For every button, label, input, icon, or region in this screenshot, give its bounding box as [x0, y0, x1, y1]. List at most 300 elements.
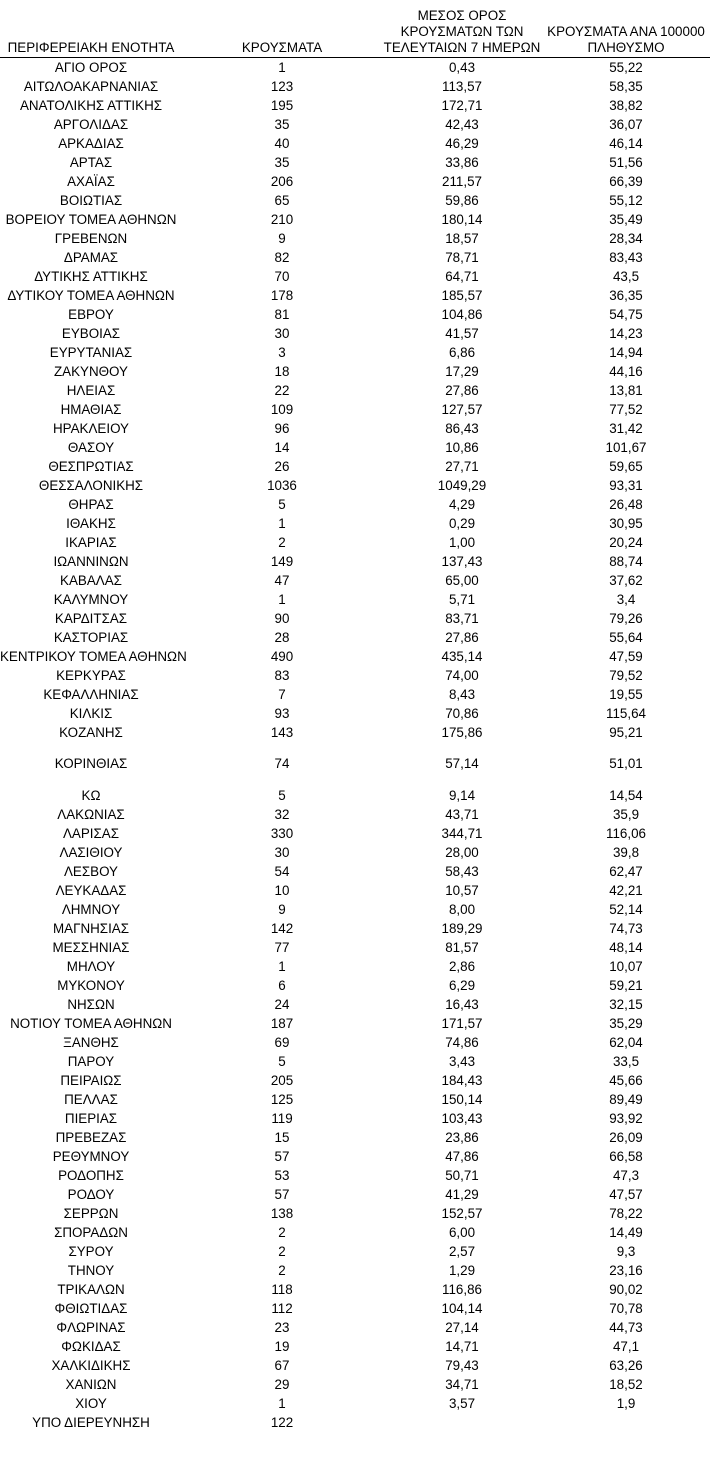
cell-cases: 142 — [270, 921, 294, 936]
table-row — [0, 305, 710, 324]
cell-per-100k: 74,73 — [609, 921, 643, 936]
cell-cases: 1 — [278, 959, 286, 974]
cell-avg-7days: 2,57 — [448, 1244, 476, 1259]
cell-cases: 123 — [270, 79, 294, 94]
cell-cases: 30 — [274, 845, 290, 860]
cell-region: ΚΕΡΚΥΡΑΣ — [56, 668, 126, 683]
cell-per-100k: 62,04 — [609, 1035, 643, 1050]
cell-per-100k: 23,16 — [609, 1263, 643, 1278]
cell-region: ΥΠΟ ΔΙΕΡΕΥΝΗΣΗ — [32, 1415, 150, 1430]
cell-region: ΤΗΝΟΥ — [67, 1263, 115, 1278]
cell-avg-7days: 0,43 — [448, 60, 476, 75]
cell-per-100k: 101,67 — [605, 440, 647, 455]
table-row — [0, 153, 710, 172]
cell-cases: 112 — [271, 1301, 293, 1316]
cell-avg-7days — [382, 1413, 542, 1432]
table-row — [0, 1185, 710, 1204]
cell-per-100k: 93,92 — [609, 1111, 643, 1126]
cell-cases: 7 — [278, 687, 286, 702]
table-row — [0, 476, 710, 495]
cell-region: ΛΑΡΙΣΑΣ — [62, 826, 119, 841]
cell-cases: 2 — [278, 1263, 286, 1278]
cell-per-100k: 48,14 — [609, 940, 643, 955]
cell-cases: 57 — [274, 1149, 290, 1164]
cell-per-100k: 36,35 — [609, 288, 643, 303]
cell-cases: 19 — [274, 1339, 290, 1354]
cell-per-100k: 35,9 — [612, 807, 640, 822]
cell-per-100k: 46,14 — [609, 136, 643, 151]
cell-region: ΛΗΜΝΟΥ — [61, 902, 121, 917]
table-row — [0, 229, 710, 248]
table-row — [0, 786, 710, 805]
table-row — [0, 957, 710, 976]
cell-region: ΦΘΙΩΤΙΔΑΣ — [54, 1301, 128, 1316]
cell-per-100k: 79,26 — [609, 611, 643, 626]
table-row — [0, 324, 710, 343]
header-per100k-line2: ΠΛΗΘΥΣΜΟ — [587, 40, 665, 55]
cell-per-100k: 44,73 — [609, 1320, 643, 1335]
cell-avg-7days: 17,29 — [445, 364, 479, 379]
cell-region: ΡΟΔΟΥ — [67, 1187, 115, 1202]
table-row — [0, 666, 710, 685]
cell-region: ΠΑΡΟΥ — [67, 1054, 115, 1069]
table-row — [0, 1109, 710, 1128]
cell-cases: 9 — [278, 231, 286, 246]
table-row — [0, 1147, 710, 1166]
cell-region: ΑΡΓΟΛΙΔΑΣ — [53, 117, 129, 132]
cell-region: ΝΗΣΩΝ — [67, 997, 115, 1012]
table-row — [0, 419, 710, 438]
cell-per-100k: 47,57 — [609, 1187, 643, 1202]
cell-region: ΚΟΖΑΝΗΣ — [59, 725, 123, 740]
header-avg-line2: ΚΡΟΥΣΜΑΤΩΝ ΤΩΝ — [400, 24, 524, 39]
cell-avg-7days: 6,86 — [448, 345, 476, 360]
cell-avg-7days: 78,71 — [445, 250, 479, 265]
table-row — [0, 210, 710, 229]
cell-avg-7days: 150,14 — [441, 1092, 483, 1107]
cell-avg-7days: 70,86 — [445, 706, 479, 721]
cell-avg-7days: 23,86 — [445, 1130, 479, 1145]
cell-cases: 1 — [278, 516, 286, 531]
table-row — [0, 343, 710, 362]
cell-per-100k: 47,59 — [609, 649, 643, 664]
cell-avg-7days: 113,57 — [442, 79, 482, 94]
cell-cases: 24 — [274, 997, 290, 1012]
cell-region: ΠΕΛΛΑΣ — [64, 1092, 118, 1107]
cell-per-100k: 58,35 — [609, 79, 643, 94]
cell-cases: 210 — [270, 212, 294, 227]
table-row — [0, 172, 710, 191]
cell-region: ΡΟΔΟΠΗΣ — [58, 1168, 124, 1183]
cell-avg-7days: 8,00 — [448, 902, 476, 917]
cell-cases: 23 — [274, 1320, 290, 1335]
table-row — [0, 1052, 710, 1071]
table-row — [0, 723, 710, 742]
table-row — [0, 704, 710, 723]
cell-avg-7days: 33,86 — [445, 155, 479, 170]
cell-cases: 490 — [270, 649, 294, 664]
cell-per-100k: 66,58 — [609, 1149, 643, 1164]
cell-cases: 5 — [278, 788, 286, 803]
table-row — [0, 1014, 710, 1033]
cell-avg-7days: 10,57 — [445, 883, 479, 898]
cell-region: ΜΑΓΝΗΣΙΑΣ — [52, 921, 129, 936]
cell-avg-7days: 1,00 — [448, 535, 476, 550]
cell-per-100k: 55,12 — [609, 193, 643, 208]
cell-avg-7days: 59,86 — [445, 193, 479, 208]
cell-region: ΦΩΚΙΔΑΣ — [61, 1339, 121, 1354]
table-body — [0, 58, 710, 1433]
cell-per-100k: 32,15 — [609, 997, 643, 1012]
cell-avg-7days: 189,29 — [441, 921, 483, 936]
cell-per-100k: 59,65 — [609, 459, 643, 474]
cell-avg-7days: 171,57 — [441, 1016, 483, 1031]
cell-region: ΚΑΣΤΟΡΙΑΣ — [53, 630, 129, 645]
cell-avg-7days: 86,43 — [445, 421, 479, 436]
cell-avg-7days: 175,86 — [441, 725, 483, 740]
table-header — [0, 8, 710, 58]
cell-region: ΧΑΝΙΩΝ — [65, 1377, 117, 1392]
cell-cases: 1036 — [267, 478, 297, 493]
cell-per-100k: 59,21 — [609, 978, 643, 993]
cell-cases: 96 — [274, 421, 290, 436]
cell-per-100k: 52,14 — [609, 902, 643, 917]
cell-avg-7days: 27,14 — [445, 1320, 479, 1335]
cell-avg-7days: 27,86 — [445, 383, 479, 398]
table-row — [0, 647, 710, 666]
cell-per-100k: 35,49 — [609, 212, 643, 227]
cell-per-100k: 47,3 — [612, 1168, 640, 1183]
cell-cases: 125 — [270, 1092, 294, 1107]
cell-avg-7days: 185,57 — [441, 288, 483, 303]
cell-cases: 69 — [274, 1035, 290, 1050]
cell-cases: 35 — [274, 155, 290, 170]
cell-avg-7days: 104,14 — [441, 1301, 483, 1316]
cell-avg-7days: 180,14 — [441, 212, 483, 227]
cell-per-100k: 28,34 — [609, 231, 643, 246]
cell-per-100k: 18,52 — [609, 1377, 643, 1392]
cell-avg-7days: 47,86 — [445, 1149, 479, 1164]
cell-per-100k: 14,49 — [609, 1225, 643, 1240]
cell-avg-7days: 3,57 — [448, 1396, 476, 1411]
cell-avg-7days: 137,43 — [441, 554, 483, 569]
cell-avg-7days: 81,57 — [445, 940, 479, 955]
table-row — [0, 457, 710, 476]
table-row — [0, 495, 710, 514]
cell-avg-7days: 1,29 — [448, 1263, 476, 1278]
cell-cases: 330 — [270, 826, 294, 841]
cell-cases: 82 — [274, 250, 290, 265]
table-row — [0, 824, 710, 843]
table-row — [0, 286, 710, 305]
cell-cases: 28 — [274, 630, 290, 645]
cell-region: ΚΑΒΑΛΑΣ — [60, 573, 122, 588]
cell-per-100k: 78,22 — [609, 1206, 643, 1221]
table-row — [0, 571, 710, 590]
table-row — [0, 96, 710, 115]
cell-cases: 6 — [278, 978, 286, 993]
cell-per-100k: 77,52 — [609, 402, 643, 417]
cell-per-100k: 83,43 — [609, 250, 643, 265]
cell-per-100k: 115,64 — [606, 706, 646, 721]
cell-cases: 26 — [274, 459, 290, 474]
cell-cases: 53 — [274, 1168, 290, 1183]
cell-cases: 81 — [274, 307, 290, 322]
cell-per-100k: 13,81 — [609, 383, 643, 398]
cell-cases: 122 — [270, 1415, 294, 1430]
table-row — [0, 1261, 710, 1280]
cell-cases: 15 — [274, 1130, 290, 1145]
table-row — [0, 58, 710, 78]
table-row — [0, 438, 710, 457]
cell-per-100k: 33,5 — [612, 1054, 640, 1069]
cell-cases: 178 — [270, 288, 294, 303]
cell-cases: 10 — [274, 883, 290, 898]
cell-avg-7days: 74,00 — [445, 668, 479, 683]
table-row — [0, 381, 710, 400]
cell-avg-7days: 27,71 — [445, 459, 479, 474]
cell-region: ΠΕΙΡΑΙΩΣ — [60, 1073, 122, 1088]
table-row — [0, 115, 710, 134]
cell-avg-7days: 65,00 — [445, 573, 479, 588]
cell-avg-7days: 41,29 — [445, 1187, 479, 1202]
cell-avg-7days: 184,43 — [441, 1073, 483, 1088]
cell-region: ΚΕΝΤΡΙΚΟΥ ΤΟΜΕΑ ΑΘΗΝΩΝ — [0, 649, 187, 664]
table-row — [0, 1337, 710, 1356]
cell-per-100k: 26,48 — [609, 497, 643, 512]
cell-region: ΠΙΕΡΙΑΣ — [64, 1111, 118, 1126]
table-row — [0, 976, 710, 995]
cell-cases: 47 — [274, 573, 290, 588]
header-cases — [182, 8, 382, 58]
cell-cases: 29 — [274, 1377, 290, 1392]
cell-region: ΛΑΣΙΘΙΟΥ — [59, 845, 123, 860]
table-row — [0, 1280, 710, 1299]
cell-per-100k: 51,56 — [609, 155, 643, 170]
cell-per-100k: 51,01 — [609, 756, 643, 771]
table-row — [0, 267, 710, 286]
cell-avg-7days: 64,71 — [445, 269, 479, 284]
table-row — [0, 248, 710, 267]
cell-per-100k: 30,95 — [609, 516, 643, 531]
cell-region: ΚΕΦΑΛΛΗΝΙΑΣ — [43, 687, 139, 702]
cell-avg-7days: 116,86 — [442, 1282, 482, 1297]
cell-avg-7days: 6,29 — [448, 978, 476, 993]
cell-cases: 205 — [270, 1073, 294, 1088]
cell-avg-7days: 10,86 — [445, 440, 479, 455]
cell-cases: 54 — [274, 864, 290, 879]
cell-cases: 3 — [278, 345, 286, 360]
cell-per-100k: 66,39 — [609, 174, 643, 189]
cell-region: ΖΑΚΥΝΘΟΥ — [54, 364, 128, 379]
cell-region: ΣΠΟΡΑΔΩΝ — [54, 1225, 128, 1240]
cell-cases: 118 — [271, 1282, 293, 1297]
cell-cases: 119 — [271, 1111, 293, 1126]
cell-cases: 138 — [270, 1206, 294, 1221]
cell-per-100k: 93,31 — [609, 478, 643, 493]
cell-region: ΛΑΚΩΝΙΑΣ — [57, 807, 125, 822]
header-avg-line3: ΤΕΛΕΥΤΑΙΩΝ 7 ΗΜΕΡΩΝ — [383, 40, 541, 55]
cell-avg-7days: 104,86 — [441, 307, 483, 322]
cell-cases: 65 — [274, 193, 290, 208]
table-row — [0, 862, 710, 881]
cell-avg-7days: 74,86 — [445, 1035, 479, 1050]
cell-per-100k: 89,49 — [609, 1092, 643, 1107]
table-row — [0, 590, 710, 609]
cell-region: ΔΡΑΜΑΣ — [63, 250, 119, 265]
cell-per-100k: 88,74 — [609, 554, 643, 569]
table-row — [0, 1223, 710, 1242]
cell-per-100k: 70,78 — [609, 1301, 643, 1316]
cell-cases: 90 — [274, 611, 290, 626]
cell-region: ΙΚΑΡΙΑΣ — [65, 535, 117, 550]
table-row — [0, 1128, 710, 1147]
table-row — [0, 1204, 710, 1223]
cell-avg-7days: 344,71 — [441, 826, 483, 841]
cell-per-100k — [542, 1413, 710, 1432]
cell-avg-7days: 58,43 — [445, 864, 479, 879]
table-row — [0, 533, 710, 552]
cell-cases: 74 — [274, 756, 290, 771]
header-cases-text: ΚΡΟΥΣΜΑΤΑ — [241, 40, 323, 55]
cell-avg-7days: 46,29 — [445, 136, 479, 151]
cell-avg-7days: 18,57 — [445, 231, 479, 246]
table-row — [0, 742, 710, 786]
cell-cases: 2 — [278, 1244, 286, 1259]
cell-cases: 35 — [274, 117, 290, 132]
cell-per-100k: 47,1 — [612, 1339, 640, 1354]
cell-per-100k: 26,09 — [609, 1130, 643, 1145]
cell-per-100k: 39,8 — [612, 845, 640, 860]
cell-cases: 2 — [278, 535, 286, 550]
cell-per-100k: 54,75 — [609, 307, 643, 322]
cell-cases: 77 — [274, 940, 290, 955]
cell-region: ΝΟΤΙΟΥ ΤΟΜΕΑ ΑΘΗΝΩΝ — [10, 1016, 172, 1031]
cell-avg-7days: 41,57 — [445, 326, 479, 341]
cell-avg-7days: 152,57 — [441, 1206, 483, 1221]
cell-region: ΣΥΡΟΥ — [68, 1244, 114, 1259]
cell-avg-7days: 435,14 — [441, 649, 483, 664]
table-row — [0, 1394, 710, 1413]
cell-per-100k: 31,42 — [609, 421, 643, 436]
cell-region: ΚΑΛΥΜΝΟΥ — [53, 592, 129, 607]
header-row — [0, 8, 710, 58]
table-row — [0, 1033, 710, 1052]
cell-cases: 1 — [278, 592, 286, 607]
cell-cases: 57 — [274, 1187, 290, 1202]
cell-cases: 143 — [270, 725, 294, 740]
cell-per-100k: 55,22 — [609, 60, 643, 75]
cell-region: ΑΓΙΟ ΟΡΟΣ — [54, 60, 128, 75]
cell-cases: 14 — [274, 440, 290, 455]
cell-per-100k: 63,26 — [609, 1358, 643, 1373]
cell-avg-7days: 1049,29 — [437, 478, 487, 493]
cell-per-100k: 90,02 — [609, 1282, 643, 1297]
cell-region: ΚΩ — [81, 788, 101, 803]
cell-region: ΜΕΣΣΗΝΙΑΣ — [52, 940, 130, 955]
table-row — [0, 77, 710, 96]
cell-cases: 149 — [270, 554, 294, 569]
table-row — [0, 1375, 710, 1394]
cell-per-100k: 9,3 — [616, 1244, 636, 1259]
cell-region: ΚΑΡΔΙΤΣΑΣ — [54, 611, 128, 626]
cell-per-100k: 38,82 — [609, 98, 643, 113]
cell-region: ΜΥΚΟΝΟΥ — [57, 978, 125, 993]
cell-cases: 67 — [274, 1358, 290, 1373]
cell-cases: 93 — [274, 706, 290, 721]
cell-avg-7days: 43,71 — [445, 807, 479, 822]
cell-region: ΧΑΛΚΙΔΙΚΗΣ — [51, 1358, 131, 1373]
header-avg-7days — [382, 8, 542, 58]
cell-region: ΕΥΡΥΤΑΝΙΑΣ — [49, 345, 133, 360]
cell-region: ΗΛΕΙΑΣ — [66, 383, 116, 398]
table-row — [0, 1318, 710, 1337]
cell-region: ΗΜΑΘΙΑΣ — [60, 402, 122, 417]
cell-region: ΘΕΣΣΑΛΟΝΙΚΗΣ — [38, 478, 144, 493]
cell-avg-7days: 127,57 — [441, 402, 483, 417]
table-row — [0, 628, 710, 647]
cell-region: ΧΙΟΥ — [75, 1396, 107, 1411]
header-region-text: ΠΕΡΙΦΕΡΕΙΑΚΗ ΕΝΟΤΗΤΑ — [7, 40, 175, 55]
cell-avg-7days: 5,71 — [448, 592, 476, 607]
cell-region: ΤΡΙΚΑΛΩΝ — [57, 1282, 125, 1297]
cell-per-100k: 10,07 — [609, 959, 643, 974]
cell-per-100k: 20,24 — [609, 535, 643, 550]
cell-avg-7days: 4,29 — [448, 497, 476, 512]
cell-region: ΣΕΡΡΩΝ — [63, 1206, 119, 1221]
cell-cases: 5 — [278, 497, 286, 512]
table-row — [0, 609, 710, 628]
cell-avg-7days: 79,43 — [445, 1358, 479, 1373]
cell-region: ΡΕΘΥΜΝΟΥ — [52, 1149, 130, 1164]
header-region — [0, 8, 182, 58]
table-row — [0, 400, 710, 419]
cell-per-100k: 43,5 — [612, 269, 640, 284]
table-row — [0, 1166, 710, 1185]
cell-region: ΘΕΣΠΡΩΤΙΑΣ — [48, 459, 134, 474]
cell-per-100k: 36,07 — [609, 117, 643, 132]
header-per100k-line1: ΚΡΟΥΣΜΑΤΑ ΑΝΑ 100000 — [547, 24, 705, 39]
table-row — [0, 362, 710, 381]
cell-per-100k: 35,29 — [609, 1016, 643, 1031]
cell-per-100k: 44,16 — [609, 364, 643, 379]
cell-avg-7days: 16,43 — [445, 997, 479, 1012]
cell-cases: 195 — [270, 98, 294, 113]
cell-avg-7days: 14,71 — [445, 1339, 479, 1354]
cell-cases: 32 — [274, 807, 290, 822]
cell-cases: 5 — [278, 1054, 286, 1069]
cell-avg-7days: 27,86 — [445, 630, 479, 645]
cell-region: ΘΑΣΟΥ — [67, 440, 115, 455]
cell-cases: 18 — [274, 364, 290, 379]
cell-cases: 83 — [274, 668, 290, 683]
cell-per-100k: 3,4 — [616, 592, 636, 607]
table-row — [0, 1356, 710, 1375]
cell-region: ΞΑΝΘΗΣ — [63, 1035, 119, 1050]
table-row — [0, 881, 710, 900]
table-row — [0, 1413, 710, 1432]
cell-region: ΑΝΑΤΟΛΙΚΗΣ ΑΤΤΙΚΗΣ — [19, 98, 163, 113]
cell-region: ΚΟΡΙΝΘΙΑΣ — [54, 756, 128, 771]
cell-cases: 1 — [278, 60, 286, 75]
cell-cases: 9 — [278, 902, 286, 917]
cell-cases: 1 — [278, 1396, 286, 1411]
cell-avg-7days: 103,43 — [441, 1111, 483, 1126]
cell-avg-7days: 57,14 — [445, 756, 479, 771]
cell-avg-7days: 28,00 — [445, 845, 479, 860]
cell-per-100k: 95,21 — [609, 725, 643, 740]
table-row — [0, 995, 710, 1014]
